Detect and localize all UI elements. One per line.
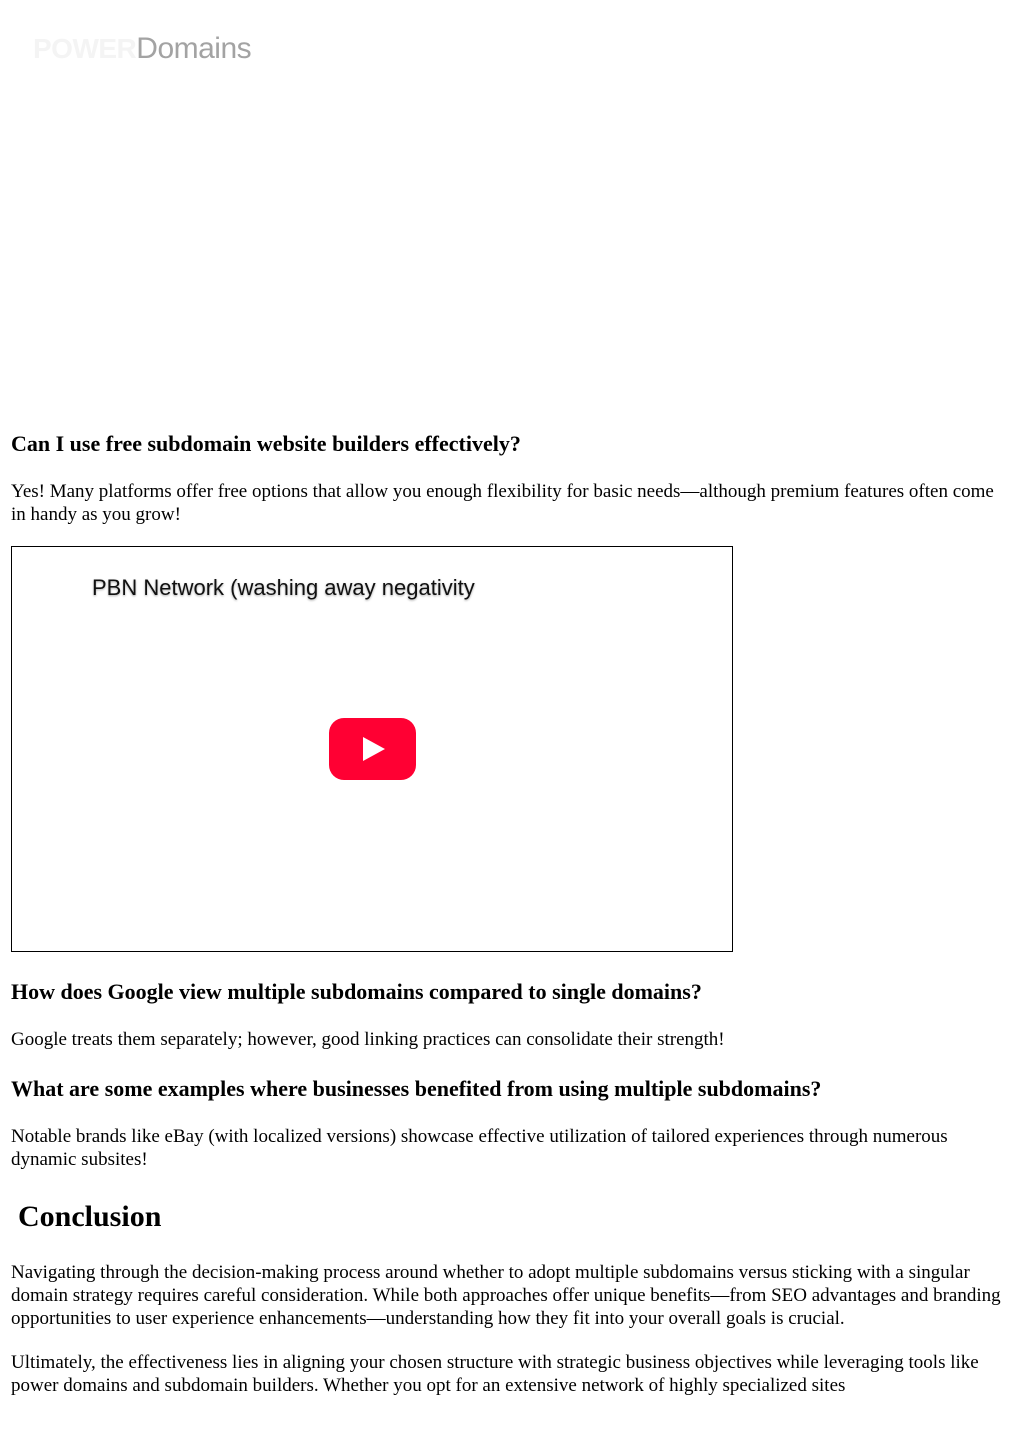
faq-question-business-examples: What are some examples where businesses benefited from using multiple subdomains?	[11, 1076, 822, 1101]
faq-question-google-view: How does Google view multiple subdomains compared to single domains?	[11, 979, 702, 1004]
article-content	[11, 430, 1001, 1397]
faq-answer-google-view: Google treats them separately; however, good linking practices can consolidate their strength!	[11, 1029, 725, 1050]
site-logo[interactable]	[33, 30, 251, 68]
faq-answer-business-examples: Notable brands like eBay (with localized versions) showcase effective utilization of tailored experiences through numerous dynamic subsites!	[11, 1126, 948, 1170]
faq-question-free-builders: Can I use free subdomain website builders effectively?	[11, 431, 521, 456]
play-triangle-icon	[363, 737, 385, 761]
video-title[interactable]: PBN Network (washing away negativity	[92, 575, 475, 600]
youtube-play-icon[interactable]	[329, 718, 416, 780]
logo-power-text: POWER	[33, 33, 137, 64]
conclusion-paragraph-2: Ultimately, the effectiveness lies in aligning your chosen structure with strategic business objectives while leveraging tools like power domains and subdomain builders. Whether you opt for an extensive network of highly specialized sites	[11, 1352, 979, 1396]
faq-answer-free-builders: Yes! Many platforms offer free options that allow you enough flexibility for basic needs—although premium features often come in handy as you grow!	[11, 481, 994, 525]
logo-domains-text: Domains	[136, 32, 252, 65]
embedded-video[interactable]	[11, 546, 733, 952]
conclusion-heading: Conclusion	[18, 1200, 162, 1233]
conclusion-paragraph-1: Navigating through the decision-making process around whether to adopt multiple subdomains versus sticking with a singular domain strategy requires careful consideration. While both approaches offer unique benefits—from SEO advantages and branding opportunities to user experience enhancements—understanding how they fit into your overall goals is crucial.	[11, 1262, 1001, 1329]
